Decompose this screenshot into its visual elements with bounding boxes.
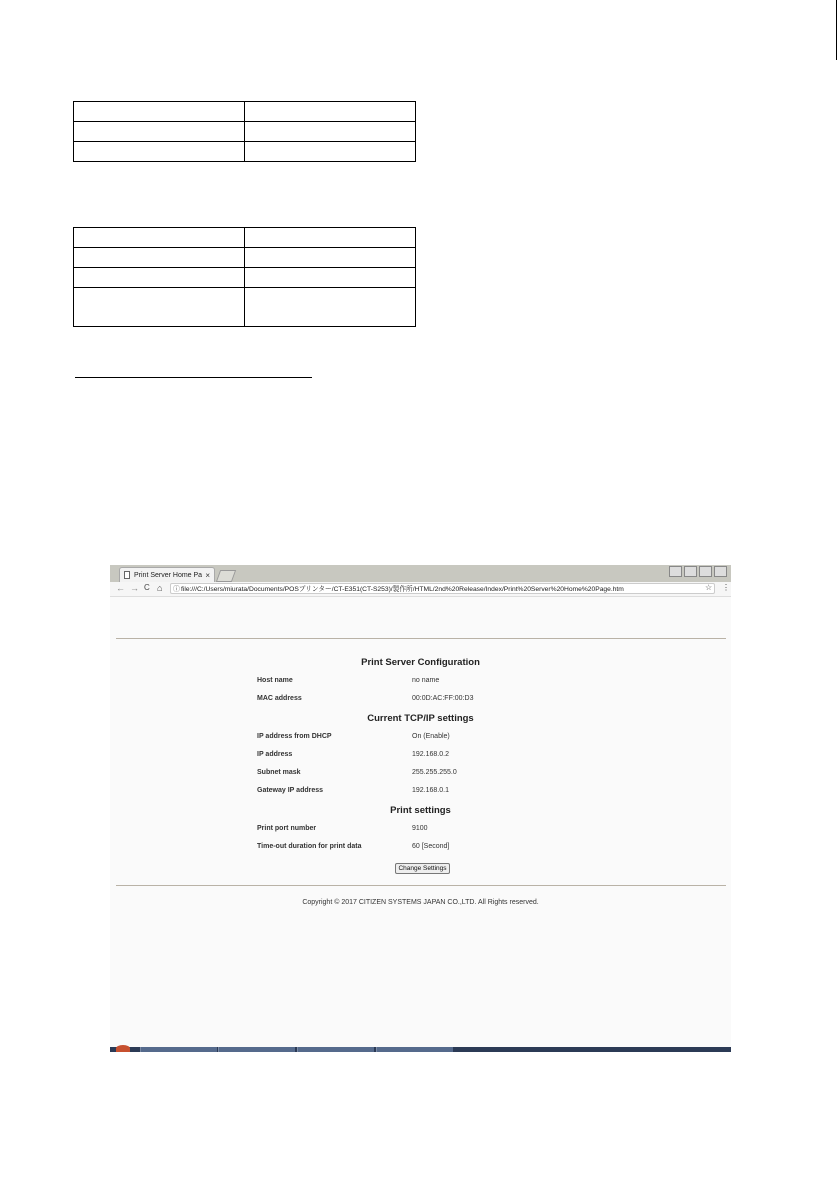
table-cell	[245, 122, 416, 142]
address-bar[interactable]	[170, 583, 715, 594]
window-controls	[669, 566, 727, 577]
home-icon[interactable]: ⌂	[157, 583, 163, 593]
taskbar-item[interactable]	[140, 1047, 217, 1052]
print-port-label: Print port number	[257, 825, 317, 832]
table-cell	[245, 288, 416, 327]
config-heading: Print Server Configuration	[361, 657, 480, 668]
page-edge-line	[836, 0, 837, 60]
ip-address-value: 192.168.0.2	[412, 751, 449, 758]
gateway-value: 192.168.0.1	[412, 787, 449, 794]
bottom-divider	[116, 885, 726, 886]
table-cell	[245, 228, 416, 248]
dhcp-value: On (Enable)	[412, 733, 450, 740]
table-cell	[74, 268, 245, 288]
reload-icon[interactable]: C	[144, 583, 150, 592]
forward-icon[interactable]: →	[130, 583, 139, 593]
url-text: file:///C:/Users/miurata/Documents/POSプリンター/CT-E351(CT-S253)/製作所/HTML/2nd%20Release/Index/Print%20Server%20Home%20Page.htm	[181, 586, 624, 593]
new-tab-button[interactable]	[216, 570, 236, 582]
subnet-mask-value: 255.255.255.0	[412, 769, 457, 776]
host-name-value: no name	[412, 677, 440, 684]
back-icon[interactable]: ←	[116, 583, 125, 593]
page-icon	[124, 571, 130, 579]
table-cell	[74, 288, 245, 327]
ip-address-label: IP address	[257, 751, 293, 758]
menu-icon[interactable]: ⋮	[722, 583, 730, 592]
info-icon[interactable]: ⓘ	[173, 586, 180, 593]
taskbar-item[interactable]	[376, 1047, 453, 1052]
table-cell	[245, 102, 416, 122]
table-cell	[74, 228, 245, 248]
top-divider	[116, 638, 726, 639]
blank-table-2	[73, 227, 416, 327]
table-cell	[245, 142, 416, 162]
table-cell	[74, 122, 245, 142]
gateway-label: Gateway IP address	[257, 787, 324, 794]
timeout-label: Time-out duration for print data	[257, 843, 362, 850]
tcpip-heading: Current TCP/IP settings	[367, 713, 474, 724]
mac-address-value: 00:0D:AC:FF:00:D3	[412, 695, 474, 702]
table-cell	[74, 142, 245, 162]
user-icon[interactable]	[669, 566, 682, 577]
page-content	[110, 597, 731, 1047]
close-window-icon[interactable]	[714, 566, 727, 577]
copyright-text: Copyright © 2017 CITIZEN SYSTEMS JAPAN CO.,LTD. All Rights reserved.	[302, 899, 539, 906]
table-cell	[74, 248, 245, 268]
timeout-value: 60 [Second]	[412, 843, 450, 850]
tab-bar	[110, 565, 731, 582]
taskbar-item[interactable]	[218, 1047, 295, 1052]
table-cell	[245, 268, 416, 288]
browser-tab[interactable]	[119, 567, 215, 582]
mac-address-label: MAC address	[257, 695, 302, 702]
dhcp-label: IP address from DHCP	[257, 733, 332, 740]
table-cell	[245, 248, 416, 268]
change-settings-button[interactable]: Change Settings	[395, 863, 450, 874]
browser-screenshot	[110, 565, 731, 1052]
print-port-value: 9100	[412, 825, 428, 832]
table-cell	[74, 102, 245, 122]
section-underline	[75, 377, 312, 378]
start-button-icon[interactable]	[116, 1045, 130, 1052]
taskbar-item[interactable]	[297, 1047, 374, 1052]
close-icon[interactable]: ×	[205, 571, 210, 580]
blank-table-1	[73, 101, 416, 162]
print-settings-heading: Print settings	[390, 805, 451, 816]
browser-toolbar	[110, 582, 731, 597]
taskbar	[110, 1047, 731, 1052]
maximize-icon[interactable]	[699, 566, 712, 577]
bookmark-star-icon[interactable]: ☆	[705, 583, 713, 592]
tab-title: Print Server Home Pa	[134, 572, 203, 579]
subnet-mask-label: Subnet mask	[257, 769, 301, 776]
minimize-icon[interactable]	[684, 566, 697, 577]
host-name-label: Host name	[257, 677, 293, 684]
